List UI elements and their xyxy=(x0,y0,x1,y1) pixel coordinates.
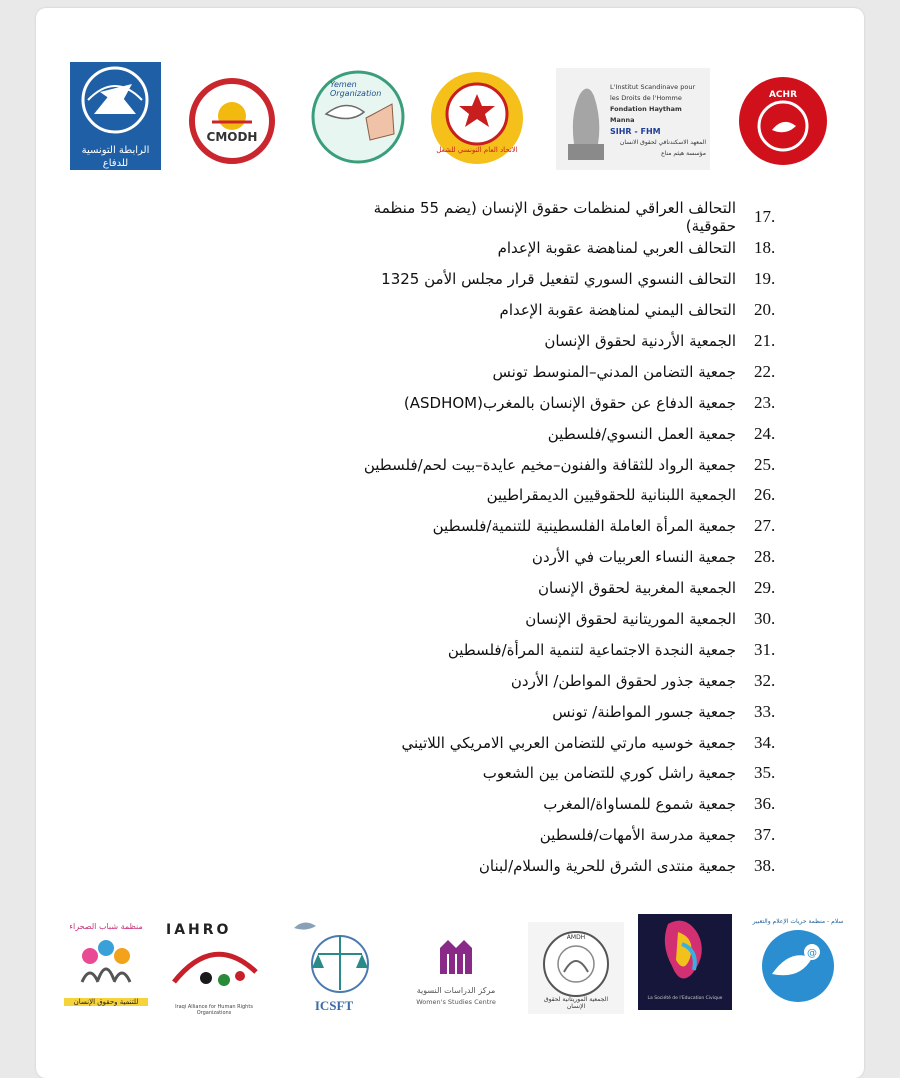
tunisian-league-line1: الرابطة التونسية للدفاع xyxy=(81,145,150,169)
youth-figures-icon xyxy=(60,922,152,992)
list-item xyxy=(336,789,806,820)
item-number: 31. xyxy=(754,639,776,659)
list-item xyxy=(336,326,806,357)
womens-studies-line2: Women's Studies Centre xyxy=(416,998,496,1006)
item-number: 33. xyxy=(754,701,776,721)
item-number: 17. xyxy=(754,207,776,227)
item-text: التحالف العراقي لمنظمات حقوق الإنسان (يضم 55 منظمة حقوقية) xyxy=(373,199,736,236)
item-text: جمعية المرأة العاملة الفلسطينية للتنمية/فلسطين xyxy=(432,517,736,536)
item-text: جمعية الرواد للثقافة والفنون–مخيم عايدة–بيت لحم/فلسطين xyxy=(363,455,736,474)
institut-line2: Fondation Haytham Manna xyxy=(610,105,682,124)
iahro-label: IAHRO xyxy=(166,922,232,938)
list-item xyxy=(336,480,806,511)
media-freedom-label: سلام - منظمة حريات الإعلام والتعبير xyxy=(752,918,844,925)
item-text: الجمعية المغربية لحقوق الإنسان xyxy=(538,579,736,598)
list-item xyxy=(336,449,806,480)
dove-globe-icon xyxy=(70,62,161,140)
yemen-organization-label: Yemen Organization xyxy=(330,80,382,98)
institut-line1: L'Institut Scandinave pour les Droits de l'Homme xyxy=(610,83,696,102)
list-item xyxy=(336,851,806,882)
tunisian-union-label: الاتحاد العام التونسي للشغل xyxy=(436,146,518,154)
list-item xyxy=(336,356,806,387)
item-number: 34. xyxy=(754,732,776,752)
list-item xyxy=(336,727,806,758)
list-item xyxy=(336,696,806,727)
list-item xyxy=(336,665,806,696)
item-text: الجمعية اللبنانية للحقوقيين الديمقراطيين xyxy=(486,486,736,505)
list-item xyxy=(336,634,806,665)
item-text: جمعية الدفاع عن حقوق الإنسان بالمغرب(ASDHOM) xyxy=(403,393,736,412)
list-item xyxy=(336,542,806,573)
item-text: التحالف اليمني لمناهضة عقوبة الإعدام xyxy=(499,301,736,320)
list-item xyxy=(336,387,806,418)
item-text: جمعية منتدى الشرق للحرية والسلام/لبنان xyxy=(478,857,736,876)
cmodh-logo xyxy=(186,78,278,164)
list-item xyxy=(336,264,806,295)
organizations-list xyxy=(336,199,806,882)
item-number: 19. xyxy=(754,269,776,289)
womens-studies-logo xyxy=(404,934,508,1014)
item-number: 28. xyxy=(754,547,776,567)
item-text: جمعية جسور المواطنة/ تونس xyxy=(552,702,736,721)
item-text: جمعية النجدة الاجتماعية لتنمية المرأة/فلسطين xyxy=(447,640,736,659)
list-item xyxy=(336,418,806,449)
item-text: جمعية العمل النسوي/فلسطين xyxy=(547,424,736,443)
list-item xyxy=(336,604,806,635)
item-number: 27. xyxy=(754,516,776,536)
item-number: 38. xyxy=(754,856,776,876)
item-number: 22. xyxy=(754,361,776,381)
list-item xyxy=(336,573,806,604)
item-text: الجمعية الأردنية لحقوق الإنسان xyxy=(544,332,736,350)
icsft-label: ICSFT xyxy=(314,998,354,1013)
item-text: الجمعية الموريتانية لحقوق الإنسان xyxy=(525,610,736,629)
list-item xyxy=(336,511,806,542)
colorful-figure-icon xyxy=(638,914,732,994)
list-item xyxy=(336,233,806,264)
item-number: 29. xyxy=(754,578,776,598)
amdh-logo xyxy=(528,922,624,1014)
tunisian-league-line2: على حقوق الإنسان xyxy=(76,171,155,182)
achr-label: ACHR xyxy=(768,90,798,100)
womens-studies-emblem-icon xyxy=(404,934,508,982)
amdh-sub: الجمعية الموريتانية لحقوق الإنسان xyxy=(543,996,609,1010)
sahara-youth-line2: للتنمية وحقوق الإنسان xyxy=(64,998,148,1006)
colorful-art-logo xyxy=(638,914,732,1010)
sahara-youth-logo xyxy=(60,922,152,1014)
item-text: التحالف النسوي السوري لتفعيل قرار مجلس الأمن 1325 xyxy=(381,270,736,289)
list-item xyxy=(336,758,806,789)
item-text: جمعية مدرسة الأمهات/فلسطين xyxy=(539,826,736,845)
statue-icon xyxy=(560,74,612,166)
document-page xyxy=(36,8,864,1078)
item-number: 18. xyxy=(754,238,776,258)
item-number: 23. xyxy=(754,392,776,412)
item-number: 30. xyxy=(754,609,776,629)
tunisian-union-logo xyxy=(428,68,526,168)
media-dove-icon xyxy=(750,918,846,1014)
item-text: جمعية راشل كوري للتضامن بين الشعوب xyxy=(482,764,736,783)
item-text: جمعية التضامن المدني–المنوسط تونس xyxy=(492,362,736,381)
item-number: 36. xyxy=(754,794,776,814)
tunisian-league-logo xyxy=(70,62,161,182)
item-text: جمعية شموع للمساواة/المغرب xyxy=(543,795,736,814)
item-number: 26. xyxy=(754,485,776,505)
iahro-sub: Iraqi Alliance for Human Rights Organizations xyxy=(175,1004,253,1016)
iahro-swoosh-icon xyxy=(164,942,264,1002)
item-number: 21. xyxy=(754,331,776,350)
item-number: 24. xyxy=(754,423,776,443)
item-number: 35. xyxy=(754,763,776,783)
list-item xyxy=(336,820,806,851)
womens-studies-line1: مركز الدراسات النسوية xyxy=(416,986,496,995)
achr-logo xyxy=(734,74,832,168)
svg-text:@: @ xyxy=(807,948,817,959)
icsft-logo xyxy=(284,914,384,1014)
item-text: جمعية النساء العربيات في الأردن xyxy=(531,548,736,567)
scales-globe-icon xyxy=(284,914,384,994)
achr-emblem-icon xyxy=(734,74,832,168)
item-number: 25. xyxy=(754,454,776,474)
institut-line3: SIHR - FHM xyxy=(610,127,661,136)
sahara-youth-line1: منظمة شباب الصحراء xyxy=(69,922,143,931)
cmodh-label: CMODH xyxy=(206,130,258,144)
item-text: التحالف العربي لمناهضة عقوبة الإعدام xyxy=(497,239,736,258)
media-freedom-logo xyxy=(750,918,846,1014)
item-number: 20. xyxy=(754,300,776,320)
institut-scandinave-logo xyxy=(556,68,710,170)
list-item xyxy=(336,199,806,236)
yemen-organization-logo xyxy=(306,68,410,166)
colorful-art-label: La Société de l'Education Civique xyxy=(647,996,723,1001)
institut-line4: المعهد الاسكندنافي لحقوق الانسان مؤسسة هيثم مناع xyxy=(619,139,706,157)
item-text: جمعية خوسيه مارتي للتضامن العربي الامريكي اللاتيني xyxy=(401,733,736,752)
item-text: جمعية جذور لحقوق المواطن/ الأردن xyxy=(510,671,736,690)
iahro-logo xyxy=(164,918,264,1014)
cmodh-emblem-icon xyxy=(186,78,278,164)
item-number: 37. xyxy=(754,825,776,845)
amdh-label: AMDH xyxy=(566,934,586,941)
item-number: 32. xyxy=(754,670,776,690)
list-item xyxy=(336,295,806,326)
